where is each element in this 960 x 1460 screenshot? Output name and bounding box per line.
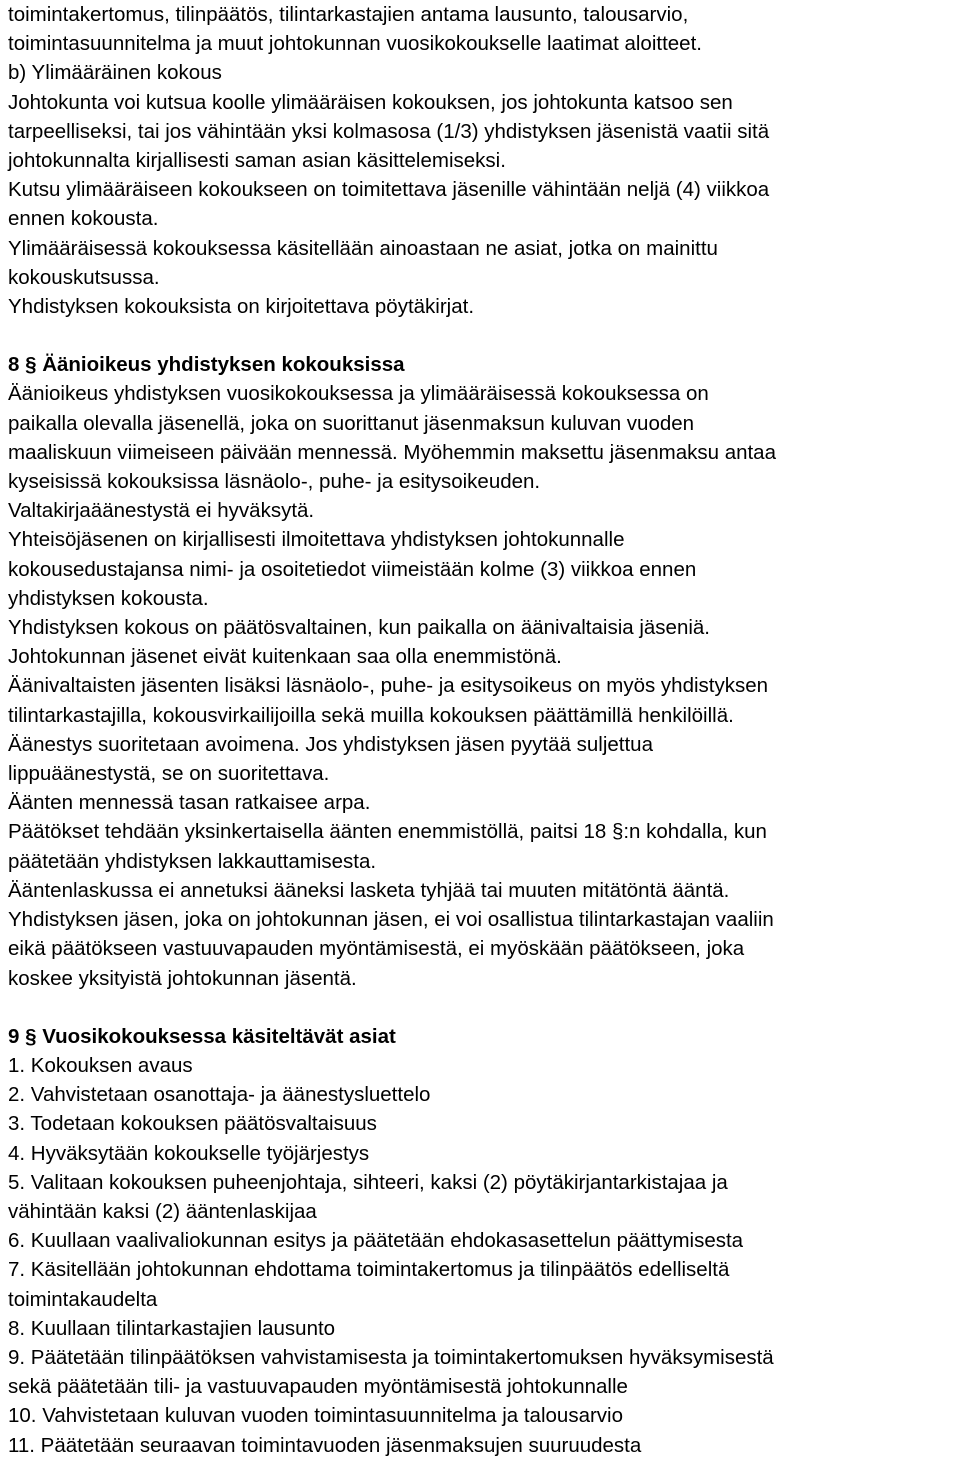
text-line: Johtokunnan jäsenet eivät kuitenkaan saa olla enemmistönä. [8, 645, 562, 669]
text-line: Johtokunta voi kutsua koolle ylimääräisen kokouksen, jos johtokunta katsoo sen [8, 90, 733, 114]
section-9-heading: 9 § Vuosikokouksessa käsiteltävät asiat [8, 1024, 396, 1048]
text-line: eikä päätökseen vastuuvapauden myöntämisestä, ei myöskään päätökseen, joka [8, 937, 745, 961]
list-item: 2. Vahvistetaan osanottaja- ja äänestysluettelo [8, 1083, 431, 1107]
text-line: Äänivaltaisten jäsenten lisäksi läsnäolo-, puhe- ja esitysoikeus on myös yhdistyksen [8, 674, 769, 698]
text-line: Ylimääräisessä kokouksessa käsitellään ainoastaan ne asiat, jotka on mainittu [8, 236, 718, 260]
document-page [8, 0, 956, 1460]
section-8-heading: 8 § Äänioikeus yhdistyksen kokouksissa [8, 353, 405, 377]
text-line: Yhdistyksen jäsen, joka on johtokunnan jäsen, ei voi osallistua tilintarkastajan vaaliin [8, 908, 774, 932]
text-line: maaliskuun viimeiseen päivään mennessä. Myöhemmin maksettu jäsenmaksu antaa [8, 440, 776, 464]
text-line: päätetään yhdistyksen lakkauttamisesta. [8, 849, 377, 873]
text-line: kokousedustajansa nimi- ja osoitetiedot viimeistään kolme (3) viikkoa ennen [8, 557, 697, 581]
list-item: sekä päätetään tili- ja vastuuvapauden myöntämisestä johtokunnalle [8, 1375, 628, 1399]
list-item: 10. Vahvistetaan kuluvan vuoden toimintasuunnitelma ja talousarvio [8, 1404, 623, 1428]
text-line: kokouskutsussa. [8, 265, 160, 289]
text-line: yhdistyksen kokousta. [8, 586, 209, 610]
subheading-extraordinary-meeting: b) Ylimääräinen kokous [8, 61, 222, 85]
text-line: Äänten mennessä tasan ratkaisee arpa. [8, 791, 371, 815]
list-item: vähintään kaksi (2) ääntenlaskijaa [8, 1199, 317, 1223]
text-line: tilintarkastajilla, kokousvirkailijoilla sekä muilla kokouksen päättämillä henkilöillä. [8, 703, 734, 727]
list-item: 11. Päätetään seuraavan toimintavuoden jäsenmaksujen suuruudesta [8, 1433, 642, 1457]
list-item: 5. Valitaan kokouksen puheenjohtaja, sihteeri, kaksi (2) pöytäkirjantarkistajaa ja [8, 1170, 728, 1194]
text-line: lippuäänestystä, se on suoritettava. [8, 762, 330, 786]
list-item: 9. Päätetään tilinpäätöksen vahvistamisesta ja toimintakertomuksen hyväksymisestä [8, 1345, 774, 1369]
text-line: Yhteisöjäsenen on kirjallisesti ilmoitettava yhdistyksen johtokunnalle [8, 528, 625, 552]
text-line: johtokunnalta kirjallisesti saman asian käsittelemiseksi. [8, 149, 506, 173]
text-line: kyseisissä kokouksissa läsnäolo-, puhe- ja esitysoikeuden. [8, 470, 541, 494]
text-line: Äänioikeus yhdistyksen vuosikokouksessa ja ylimääräisessä kokouksessa on [8, 382, 709, 406]
paragraph-gap [8, 993, 956, 1022]
text-line: toimintakertomus, tilinpäätös, tilintarkastajien antama lausunto, talousarvio, [8, 3, 689, 26]
text-line: Yhdistyksen kokous on päätösvaltainen, kun paikalla on äänivaltaisia jäseniä. [8, 616, 711, 640]
list-item: 4. Hyväksytään kokoukselle työjärjestys [8, 1141, 370, 1165]
text-line: Ääntenlaskussa ei annetuksi ääneksi lasketa tyhjää tai muuten mitätöntä ääntä. [8, 878, 730, 902]
text-line: Yhdistyksen kokouksista on kirjoitettava pöytäkirjat. [8, 295, 475, 319]
text-line: paikalla olevalla jäsenellä, joka on suorittanut jäsenmaksun kuluvan vuoden [8, 411, 695, 435]
section-8 [8, 350, 956, 992]
text-line: Kutsu ylimääräiseen kokoukseen on toimitettava jäsenille vähintään neljä (4) viikkoa [8, 178, 770, 202]
text-line: koskee yksityistä johtokunnan jäsentä. [8, 966, 357, 990]
list-item: 1. Kokouksen avaus [8, 1053, 193, 1077]
list-item: toimintakaudelta [8, 1287, 158, 1311]
text-line: Päätökset tehdään yksinkertaisella äänten enemmistöllä, paitsi 18 §:n kohdalla, kun [8, 820, 767, 844]
text-line: tarpeelliseksi, tai jos vähintään yksi kolmasosa (1/3) yhdistyksen jäsenistä vaatii sitä [8, 119, 770, 143]
text-line: Valtakirjaäänestystä ei hyväksytä. [8, 499, 315, 523]
list-item: 8. Kuullaan tilintarkastajien lausunto [8, 1316, 336, 1340]
paragraph-gap [8, 321, 956, 350]
text-line: toimintasuunnitelma ja muut johtokunnan vuosikokoukselle laatimat aloitteet. [8, 32, 702, 56]
list-item: 3. Todetaan kokouksen päätösvaltaisuus [8, 1112, 377, 1136]
intro-block [8, 0, 956, 321]
text-line: Äänestys suoritetaan avoimena. Jos yhdistyksen jäsen pyytää suljettua [8, 732, 653, 756]
section-9 [8, 1022, 956, 1460]
list-item: 7. Käsitellään johtokunnan ehdottama toimintakertomus ja tilinpäätös edelliseltä [8, 1258, 730, 1282]
list-item: 6. Kuullaan vaalivaliokunnan esitys ja päätetään ehdokasasettelun päättymisesta [8, 1229, 744, 1253]
text-line: ennen kokousta. [8, 207, 159, 231]
